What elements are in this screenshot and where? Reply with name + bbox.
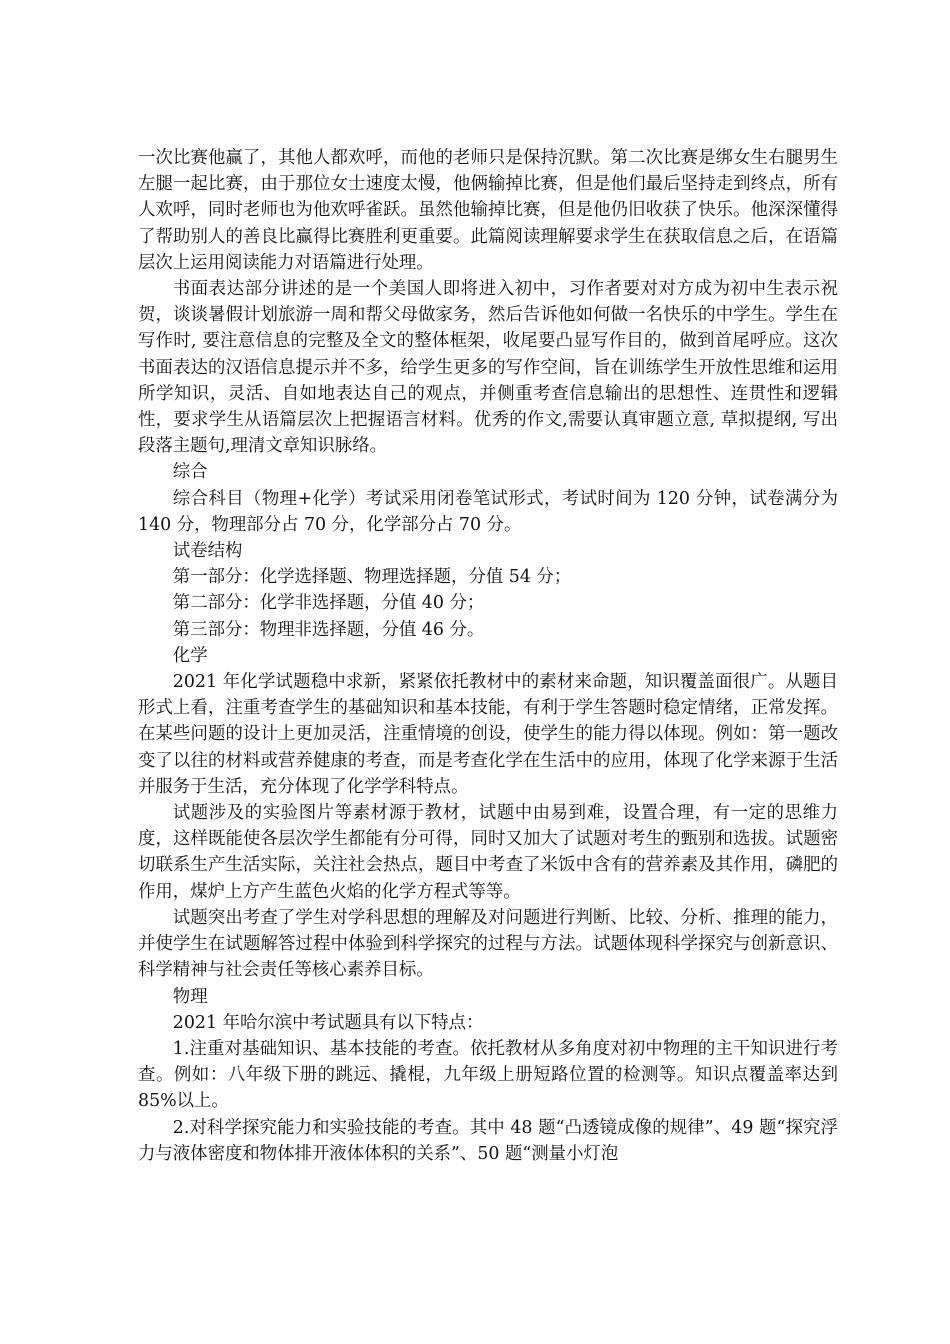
- list-item-part-one: 第一部分：化学选择题、物理选择题，分值 54 分；: [172, 567, 572, 588]
- paragraph-chemistry-abilities: 试题突出考查了学生对学科思想的理解及对问题进行判断、比较、分析、推理的能力，并使学生在试题解答过程中体验到科学探究的过程与方法。试题体现科学探究与创新意识、科学精神与社会责任等核心素养目标。: [138, 907, 838, 981]
- paragraph-physics-point-one: 1.注重对基础知识、基本技能的考查。依托教材从多角度对初中物理的主干知识进行考查。例如：八年级下册的跳远、撬棍，九年级上册短路位置的检测等。知识点覆盖率达到 85%以上。: [138, 1038, 838, 1112]
- paragraph-chemistry-overview: 2021 年化学试题稳中求新，紧紧依托教材中的素材来命题，知识覆盖面很广。从题目形式上看，注重考查学生的基础知识和基本技能，有利于学生答题时稳定情绪，正常发挥。在某些问题的设计上更加灵活，注重情境的创设，使学生的能力得以体现。例如：第一题改变了以往的材料或营养健康的考查，而是考查化学在生活中的应用，体现了化学来源于生活并服务于生活，充分体现了化学学科特点。: [138, 672, 838, 797]
- paragraph-writing-section: 书面表达部分讲述的是一个美国人即将进入初中，习作者要对对方成为初中生表示祝贺，谈谈暑假计划旅游一周和帮父母做家务，然后告诉他如何做一名快乐的中学生。学生在写作时, 要注意信息的完整及全文的整体框架，收尾要凸显写作目的，做到首尾呼应。这次书面表达的汉语信息提示并不多，给学生更多的写作空间，旨在训练学生开放性思维和运用所学知识，灵活、自如地表达自己的观点，并侧重考查信息输出的思想性、连贯性和逻辑性，要求学生从语篇层次上把握语言材料。优秀的作文,需要认真审题立意, 草拟提纲, 写出段落主题句,理清文章知识脉络。: [138, 279, 838, 457]
- list-item-part-two: 第二部分：化学非选择题，分值 40 分；: [172, 593, 485, 614]
- heading-physics: 物理: [172, 986, 208, 1007]
- paragraph-exam-format: 综合科目（物理+化学）考试采用闭卷笔试形式，考试时间为 120 分钟，试卷满分为 140 分，物理部分占 70 分，化学部分占 70 分。: [138, 488, 838, 535]
- document-page: [138, 145, 838, 1167]
- heading-comprehensive: 综合: [172, 462, 208, 483]
- paragraph-physics-intro: 2021 年哈尔滨中考试题具有以下特点：: [172, 1012, 484, 1033]
- heading-chemistry: 化学: [172, 645, 208, 666]
- heading-paper-structure: 试卷结构: [172, 541, 243, 562]
- paragraph-reading-summary: 一次比赛他赢了，其他人都欢呼，而他的老师只是保持沉默。第二次比赛是绑女生右腿男生左腿一起比赛，由于那位女士速度太慢，他俩输掉比赛，但是他们最后坚持走到终点，所有人欢呼，同时老师也为他欢呼雀跃。虽然他输掉比赛，但是他仍旧收获了快乐。他深深懂得了帮助别人的善良比赢得比赛胜利更重要。此篇阅读理解要求学生在获取信息之后，在语篇层次上运用阅读能力对语篇进行处理。: [138, 148, 838, 273]
- paragraph-physics-point-two: 2.对科学探究能力和实验技能的考查。其中 48 题“凸透镜成像的规律”、49 题“探究浮力与液体密度和物体排开液体体积的关系”、50 题“测量小灯泡: [138, 1117, 838, 1164]
- paragraph-chemistry-materials: 试题涉及的实验图片等素材源于教材，试题中由易到难，设置合理，有一定的思维力度，这样既能使各层次学生都能有分可得，同时又加大了试题对考生的甄别和选拔。试题密切联系生产生活实际，关注社会热点，题目中考查了米饭中含有的营养素及其作用，磷肥的作用，煤炉上方产生蓝色火焰的化学方程式等等。: [138, 803, 838, 902]
- list-item-part-three: 第三部分：物理非选择题，分值 46 分。: [172, 619, 485, 640]
